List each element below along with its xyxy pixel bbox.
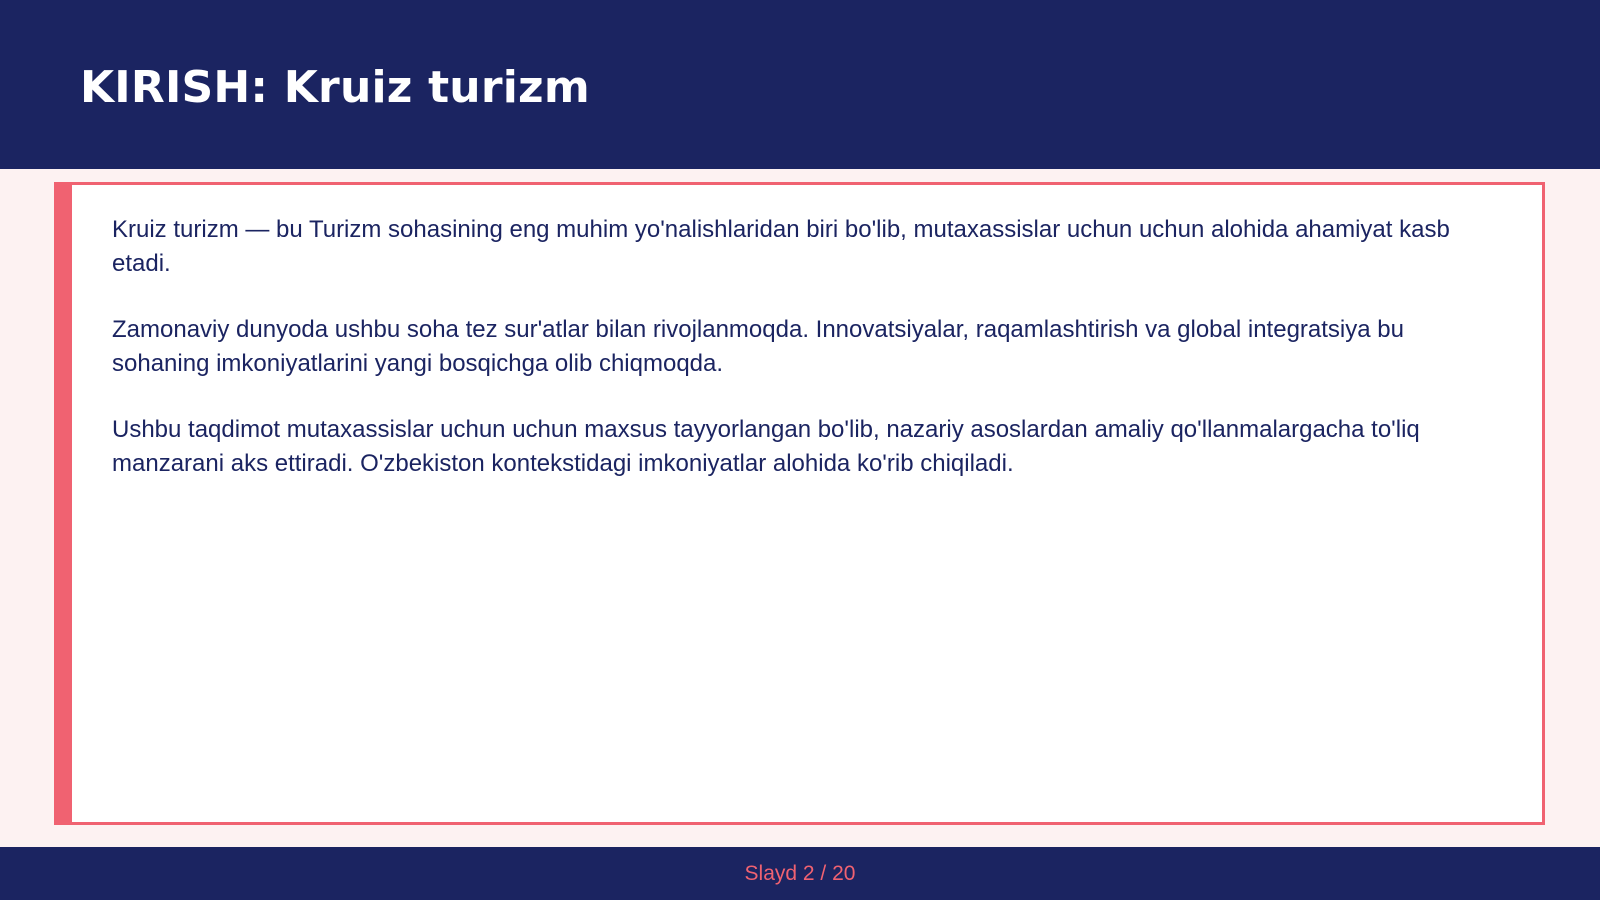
content-card bbox=[54, 182, 1545, 825]
content-paragraph-1: Kruiz turizm — bu Turizm sohasining eng muhim yo'nalishlaridan biri bo'lib, mutaxassislar uchun uchun alohida ahamiyat kasb etadi. bbox=[112, 216, 1450, 277]
content-body bbox=[112, 213, 1502, 513]
slide-footer bbox=[0, 847, 1600, 900]
content-paragraph-3: Ushbu taqdimot mutaxassislar uchun uchun maxsus tayyorlangan bo'lib, nazariy asoslardan amaliy qo'llanmalargacha to'liq manzarani aks ettiradi. O'zbekiston kontekstidagi imkoniyatlar alohida ko'rib chiqiladi. bbox=[112, 416, 1420, 477]
slide-header bbox=[0, 0, 1600, 169]
content-paragraph-2: Zamonaviy dunyoda ushbu soha tez sur'atlar bilan rivojlanmoqda. Innovatsiyalar, raqamlashtirish va global integratsiya bu sohaning imkoniyatlarini yangi bosqichga olib chiqmoqda. bbox=[112, 316, 1404, 377]
slide-counter: Slayd 2 / 20 bbox=[744, 862, 856, 885]
slide-title: KIRISH: Kruiz turizm bbox=[80, 62, 590, 113]
